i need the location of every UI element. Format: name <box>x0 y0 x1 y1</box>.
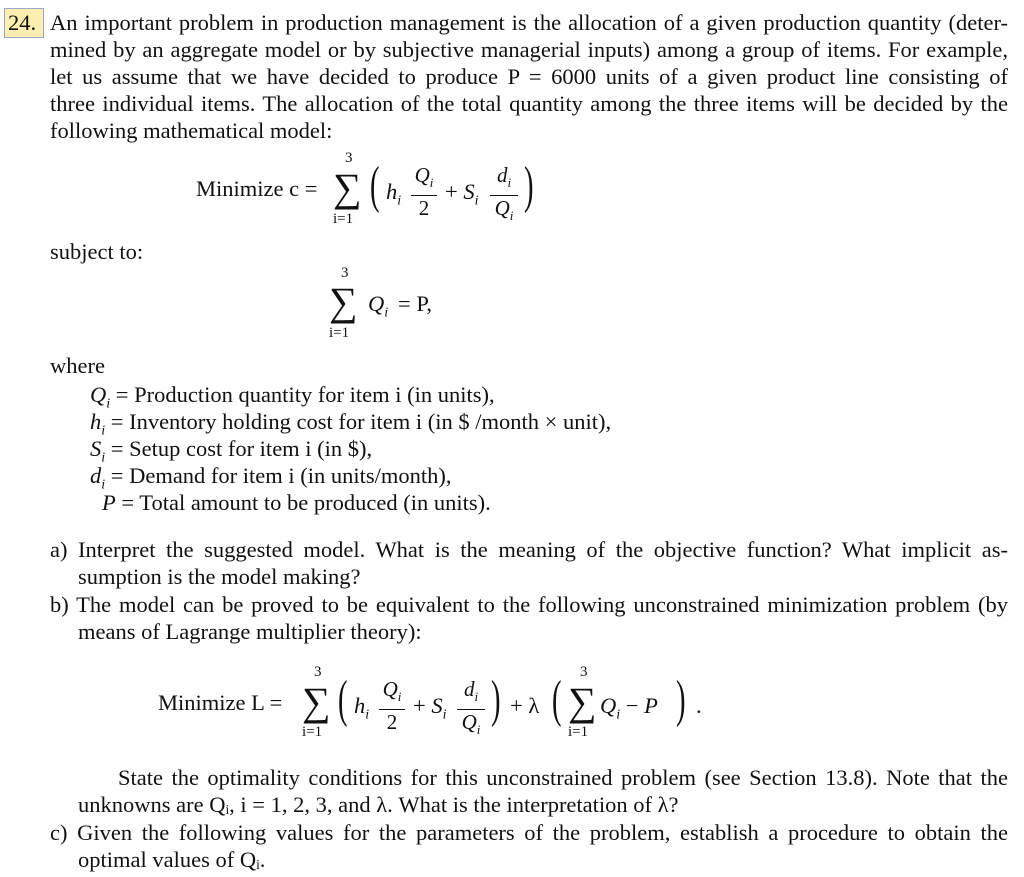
part-b-line-1: b) The model can be proved to be equivalent to the following unconstrained minimization problem (by <box>50 592 1008 617</box>
sigma-2: ∑ <box>329 279 358 324</box>
subject-to-label: subject to: <box>50 239 144 264</box>
intro-line-5: following mathematical model: <box>50 118 333 143</box>
paren-right-3: ) <box>491 671 501 728</box>
intro-line-4: three individual items. The allocation of the total quantity among the three items will be decided by the <box>50 91 1008 116</box>
plus-lambda: + λ <box>510 693 540 718</box>
part-c-line-1: c) Given the following values for the parameters of the problem, establish a procedure to obtain the <box>50 820 1008 845</box>
lagrange-label: Minimize L = <box>158 690 283 715</box>
paren-left-1: ( <box>370 157 380 214</box>
state-line-1: State the optimality conditions for this unconstrained problem (see Section 13.8). Note that the <box>118 765 1008 790</box>
intro-line-3: let us assume that we have decided to produce P = 6000 units of a given product line consisting of <box>50 64 1008 89</box>
paren-left-4: ( <box>552 671 562 728</box>
part-a-line-1: a) Interpret the suggested model. What is the meaning of the objective function? What implicit as- <box>50 537 1008 562</box>
constraint-rhs: = P, <box>398 291 432 316</box>
problem-number-box <box>4 8 44 38</box>
h-i-term-2: $h_i$ <box>354 693 370 723</box>
sigma-3: ∑ <box>302 679 331 724</box>
definition-item: $d_i$ = Demand for item i (in units/month), <box>90 463 452 493</box>
sum-upper-2: 3 <box>341 265 349 281</box>
lagrange-period: . <box>696 693 702 718</box>
sum-upper-4: 3 <box>580 664 588 680</box>
paren-left-3: ( <box>338 671 348 728</box>
sum-lower-2: i=1 <box>329 325 350 341</box>
constraint-q-i: $Q_i$ <box>368 291 389 321</box>
intro-line-2: mined by an aggregate model or by subjective managerial inputs) among a group of items. For example, <box>50 37 1008 62</box>
sigma-4: ∑ <box>568 679 597 724</box>
sum-lower-1: i=1 <box>333 211 354 227</box>
fraction-q-over-2: $Q_i$ 2 <box>411 163 437 220</box>
lagrange-q-minus-p: $Q_i - P$ <box>600 693 658 723</box>
s-i-term-2: + $S_i$ <box>413 693 447 723</box>
paren-right-1: ) <box>524 157 534 214</box>
s-i-term: + $S_i$ <box>445 179 479 209</box>
where-label: where <box>50 353 105 378</box>
part-a-line-2: sumption is the model making? <box>78 564 361 589</box>
fraction-d-over-q: $d_i$ $Q_i$ <box>490 163 518 228</box>
sum-upper-3: 3 <box>314 664 322 680</box>
sum-lower-4: i=1 <box>568 724 589 740</box>
definition-item: $S_i$ = Setup cost for item i (in $), <box>90 436 373 466</box>
state-line-2: unknowns are Qᵢ, i = 1, 2, 3, and λ. What is the interpretation of λ? <box>78 792 679 817</box>
objective-label: Minimize c = <box>196 176 318 201</box>
fraction-d-over-q-b: $d_i$ $Q_i$ <box>457 677 485 742</box>
part-b-line-2: means of Lagrange multiplier theory): <box>78 619 422 644</box>
h-i-term: $h_i$ <box>386 179 402 209</box>
sum-lower-3: i=1 <box>302 724 323 740</box>
definition-item: $Q_i$ = Production quantity for item i (in units), <box>90 382 495 412</box>
sigma-1: ∑ <box>333 165 362 210</box>
problem-number: 24. <box>8 10 37 35</box>
fraction-q-over-2-b: $Q_i$ 2 <box>379 677 405 734</box>
intro-line-1: An important problem in production management is the allocation of a given production quantity (deter- <box>50 10 1008 35</box>
definition-item: $h_i$ = Inventory holding cost for item i (in $ /month × unit), <box>90 409 612 439</box>
sum-upper-1: 3 <box>345 150 353 166</box>
definition-item: P = Total amount to be produced (in units). <box>102 490 491 515</box>
paren-right-4: ) <box>676 671 686 728</box>
part-c-line-2: optimal values of Qᵢ. <box>78 847 266 872</box>
